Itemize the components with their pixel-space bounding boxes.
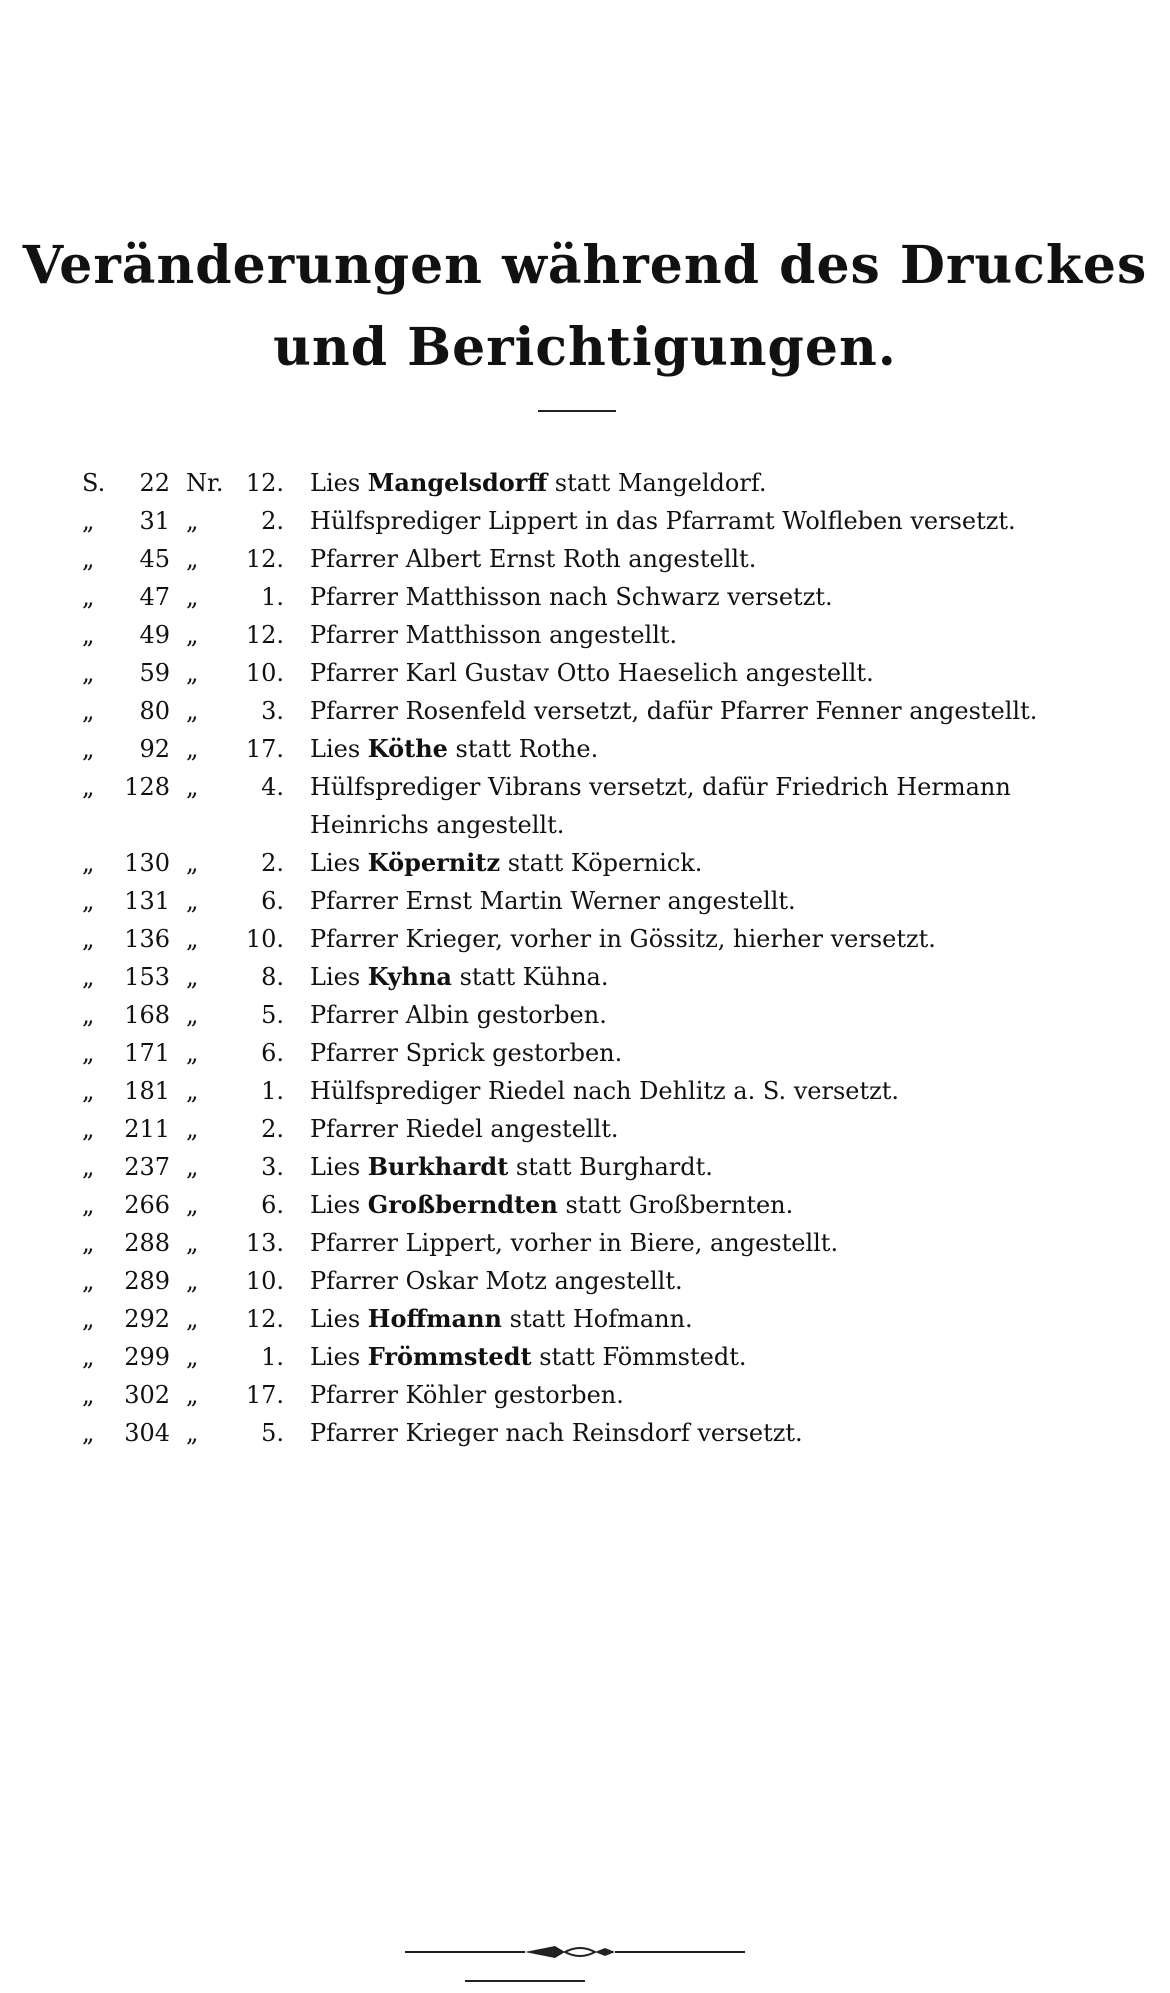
entry-item-number: 5.	[261, 1001, 284, 1029]
entry-text-pre: Lies	[310, 469, 368, 497]
entry-marker: „	[82, 621, 95, 649]
entry-page-number: 266	[124, 1191, 170, 1219]
entry-text-bold: Kyhna	[367, 962, 452, 991]
entry-page-number: 211	[124, 1115, 170, 1143]
entry-nr-label: „	[186, 735, 199, 763]
entry-page-number: 31	[139, 507, 170, 535]
list-item	[0, 464, 1170, 502]
entry-marker: „	[82, 1419, 95, 1447]
entry-text	[310, 1148, 1100, 1186]
entry-text	[310, 1224, 1100, 1262]
list-item	[0, 1338, 1170, 1376]
entry-page-number: 181	[124, 1077, 170, 1105]
entry-marker: „	[82, 1305, 95, 1333]
ornament-divider-icon	[405, 1940, 745, 1964]
list-item	[0, 996, 1170, 1034]
entry-page-number: 22	[139, 469, 170, 497]
entry-marker: „	[82, 1001, 95, 1029]
list-item	[0, 882, 1170, 920]
entry-text-post: statt Fömmstedt.	[531, 1343, 747, 1371]
entry-text-bold: Köpernitz	[367, 848, 501, 877]
entry-nr-label: „	[186, 963, 199, 991]
entry-nr-label: „	[186, 1419, 199, 1447]
entry-marker: „	[82, 1153, 95, 1181]
list-item	[0, 1072, 1170, 1110]
entry-text-post: statt Hofmann.	[502, 1305, 693, 1333]
entry-item-number: 12.	[245, 621, 284, 649]
entry-nr-label: „	[186, 849, 199, 877]
entry-text	[310, 1300, 1100, 1338]
entry-text	[310, 1186, 1100, 1224]
entry-item-number: 10.	[245, 659, 284, 687]
entry-text-pre: Lies	[310, 1343, 368, 1371]
bottom-rule	[465, 1980, 585, 1982]
entry-text	[310, 616, 1100, 654]
entry-nr-label: „	[186, 1153, 199, 1181]
entry-item-number: 2.	[261, 849, 284, 877]
entry-text-bold: Hoffmann	[367, 1304, 502, 1333]
entry-text-pre: Pfarrer Albin gestorben.	[310, 1001, 607, 1029]
entry-text-pre: Pfarrer Albert Ernst Roth angestellt.	[310, 545, 757, 573]
entry-nr-label: „	[186, 1115, 199, 1143]
entry-marker: „	[82, 887, 95, 915]
entry-marker: „	[82, 1191, 95, 1219]
entry-text	[310, 1338, 1100, 1376]
entry-nr-label: „	[186, 697, 199, 725]
entry-nr-label: „	[186, 583, 199, 611]
entry-nr-label: „	[186, 659, 199, 687]
entry-item-number: 6.	[261, 1039, 284, 1067]
entry-text	[310, 1034, 1100, 1072]
entry-text-pre: Pfarrer Lippert, vorher in Biere, angestellt.	[310, 1229, 839, 1257]
entry-page-number: 299	[124, 1343, 170, 1371]
entry-text	[310, 730, 1100, 768]
list-item	[0, 1110, 1170, 1148]
list-item	[0, 1376, 1170, 1414]
entry-marker: „	[82, 1229, 95, 1257]
entry-nr-label: „	[186, 1191, 199, 1219]
entry-nr-label: „	[186, 1305, 199, 1333]
entry-text-post: statt Mangeldorf.	[547, 469, 767, 497]
entry-marker: „	[82, 773, 95, 801]
title-divider	[538, 410, 616, 412]
list-item	[0, 616, 1170, 654]
entry-item-number: 1.	[261, 1077, 284, 1105]
entry-text-pre: Pfarrer Matthisson nach Schwarz versetzt.	[310, 583, 833, 611]
entry-nr-label: „	[186, 621, 199, 649]
entry-text-pre: Pfarrer Ernst Martin Werner angestellt.	[310, 887, 796, 915]
entry-text-pre: Pfarrer Karl Gustav Otto Haeselich angestellt.	[310, 659, 874, 687]
entry-nr-label: „	[186, 773, 199, 801]
entry-text	[310, 654, 1100, 692]
entry-text	[310, 1414, 1100, 1452]
list-item	[0, 1148, 1170, 1186]
entry-item-number: 1.	[261, 1343, 284, 1371]
entry-nr-label: „	[186, 1229, 199, 1257]
entry-page-number: 171	[124, 1039, 170, 1067]
corrections-list	[0, 464, 1170, 1452]
list-item	[0, 920, 1170, 958]
entry-marker: S.	[82, 469, 106, 497]
entry-page-number: 289	[124, 1267, 170, 1295]
list-item	[0, 768, 1170, 844]
entry-text	[310, 844, 1100, 882]
entry-text	[310, 692, 1100, 730]
entry-text-bold: Köthe	[367, 734, 448, 763]
entry-text	[310, 1376, 1100, 1414]
entry-text-pre: Hülfsprediger Lippert in das Pfarramt Wolfleben versetzt.	[310, 507, 1016, 535]
list-item	[0, 1224, 1170, 1262]
entry-text-pre: Pfarrer Krieger, vorher in Gössitz, hierher versetzt.	[310, 925, 936, 953]
entry-text	[310, 1072, 1100, 1110]
list-item	[0, 654, 1170, 692]
entry-item-number: 8.	[261, 963, 284, 991]
entry-text-bold: Großberndten	[367, 1190, 558, 1219]
entry-nr-label: „	[186, 1001, 199, 1029]
entry-item-number: 6.	[261, 1191, 284, 1219]
entry-text	[310, 464, 1100, 502]
entry-text-pre: Pfarrer Riedel angestellt.	[310, 1115, 619, 1143]
entry-page-number: 80	[139, 697, 170, 725]
entry-marker: „	[82, 545, 95, 573]
entry-marker: „	[82, 1115, 95, 1143]
entry-nr-label: „	[186, 925, 199, 953]
entry-item-number: 12.	[245, 469, 284, 497]
entry-marker: „	[82, 925, 95, 953]
entry-marker: „	[82, 1267, 95, 1295]
entry-text-bold: Mangelsdorff	[367, 468, 548, 497]
entry-marker: „	[82, 659, 95, 687]
entry-page-number: 128	[124, 773, 170, 801]
entry-text-post: statt Rothe.	[447, 735, 599, 763]
entry-nr-label: „	[186, 1381, 199, 1409]
entry-page-number: 237	[124, 1153, 170, 1181]
entry-text-pre: Pfarrer Köhler gestorben.	[310, 1381, 624, 1409]
entry-text-post: statt Burghardt.	[508, 1153, 713, 1181]
entry-text	[310, 540, 1100, 578]
entry-item-number: 1.	[261, 583, 284, 611]
list-item	[0, 578, 1170, 616]
entry-marker: „	[82, 1077, 95, 1105]
entry-item-number: 6.	[261, 887, 284, 915]
entry-page-number: 49	[139, 621, 170, 649]
entry-text-pre: Lies	[310, 1305, 368, 1333]
entry-nr-label: „	[186, 507, 199, 535]
entry-text-pre: Pfarrer Rosenfeld versetzt, dafür Pfarrer Fenner angestellt.	[310, 697, 1038, 725]
entry-item-number: 12.	[245, 1305, 284, 1333]
entry-item-number: 17.	[245, 1381, 284, 1409]
entry-page-number: 292	[124, 1305, 170, 1333]
entry-text-post: statt Köpernick.	[500, 849, 703, 877]
entry-nr-label: Nr.	[186, 469, 224, 497]
entry-nr-label: „	[186, 1077, 199, 1105]
entry-text	[310, 1110, 1100, 1148]
entry-item-number: 3.	[261, 697, 284, 725]
entry-page-number: 131	[124, 887, 170, 915]
entry-nr-label: „	[186, 1039, 199, 1067]
entry-item-number: 12.	[245, 545, 284, 573]
entry-page-number: 153	[124, 963, 170, 991]
entry-text-pre: Pfarrer Matthisson angestellt.	[310, 621, 678, 649]
entry-item-number: 17.	[245, 735, 284, 763]
entry-marker: „	[82, 583, 95, 611]
list-item	[0, 502, 1170, 540]
list-item	[0, 540, 1170, 578]
entry-page-number: 304	[124, 1419, 170, 1447]
entry-item-number: 13.	[245, 1229, 284, 1257]
entry-text	[310, 1262, 1100, 1300]
entry-text	[310, 920, 1100, 958]
entry-item-number: 10.	[245, 925, 284, 953]
list-item	[0, 844, 1170, 882]
entry-marker: „	[82, 1039, 95, 1067]
entry-text	[310, 502, 1100, 540]
entry-marker: „	[82, 1381, 95, 1409]
entry-text-post: statt Großbernten.	[557, 1191, 794, 1219]
entry-item-number: 4.	[261, 773, 284, 801]
list-item	[0, 1186, 1170, 1224]
entry-item-number: 3.	[261, 1153, 284, 1181]
entry-nr-label: „	[186, 1343, 199, 1371]
entry-text-post: statt Kühna.	[451, 963, 609, 991]
entry-marker: „	[82, 507, 95, 535]
entry-text-pre: Pfarrer Krieger nach Reinsdorf versetzt.	[310, 1419, 803, 1447]
entry-text-bold: Burkhardt	[367, 1152, 509, 1181]
list-item	[0, 692, 1170, 730]
entry-item-number: 10.	[245, 1267, 284, 1295]
entry-text	[310, 996, 1100, 1034]
entry-nr-label: „	[186, 887, 199, 915]
entry-text-pre: Lies	[310, 1191, 368, 1219]
entry-text-pre: Lies	[310, 963, 368, 991]
entry-text	[310, 882, 1100, 920]
entry-page-number: 47	[139, 583, 170, 611]
list-item	[0, 1300, 1170, 1338]
entry-item-number: 2.	[261, 1115, 284, 1143]
list-item	[0, 1262, 1170, 1300]
entry-text-pre: Pfarrer Oskar Motz angestellt.	[310, 1267, 683, 1295]
entry-text-pre: Lies	[310, 1153, 368, 1181]
page-title	[0, 225, 1170, 389]
title-line-1: Veränderungen während des Druckes	[22, 235, 1148, 296]
entry-marker: „	[82, 1343, 95, 1371]
title-line-2: und Berichtigungen.	[273, 317, 897, 378]
entry-text-pre: Pfarrer Sprick gestorben.	[310, 1039, 623, 1067]
entry-page-number: 130	[124, 849, 170, 877]
entry-text	[310, 578, 1100, 616]
list-item	[0, 730, 1170, 768]
entry-marker: „	[82, 735, 95, 763]
entry-page-number: 302	[124, 1381, 170, 1409]
entry-page-number: 45	[139, 545, 170, 573]
entry-text-pre: Lies	[310, 849, 368, 877]
entry-item-number: 5.	[261, 1419, 284, 1447]
entry-text-pre: Hülfsprediger Vibrans versetzt, dafür Friedrich Hermann Heinrichs angestellt.	[310, 773, 1011, 839]
list-item	[0, 1034, 1170, 1072]
entry-text-bold: Frömmstedt	[367, 1342, 532, 1371]
list-item	[0, 958, 1170, 996]
entry-marker: „	[82, 963, 95, 991]
entry-marker: „	[82, 849, 95, 877]
entry-nr-label: „	[186, 545, 199, 573]
entry-text-pre: Hülfsprediger Riedel nach Dehlitz a. S. versetzt.	[310, 1077, 900, 1105]
entry-text-pre: Lies	[310, 735, 368, 763]
entry-page-number: 288	[124, 1229, 170, 1257]
entry-marker: „	[82, 697, 95, 725]
entry-page-number: 168	[124, 1001, 170, 1029]
entry-page-number: 92	[139, 735, 170, 763]
entry-text	[310, 958, 1100, 996]
entry-item-number: 2.	[261, 507, 284, 535]
entry-nr-label: „	[186, 1267, 199, 1295]
entry-page-number: 136	[124, 925, 170, 953]
entry-page-number: 59	[139, 659, 170, 687]
entry-text	[310, 768, 1100, 844]
list-item	[0, 1414, 1170, 1452]
